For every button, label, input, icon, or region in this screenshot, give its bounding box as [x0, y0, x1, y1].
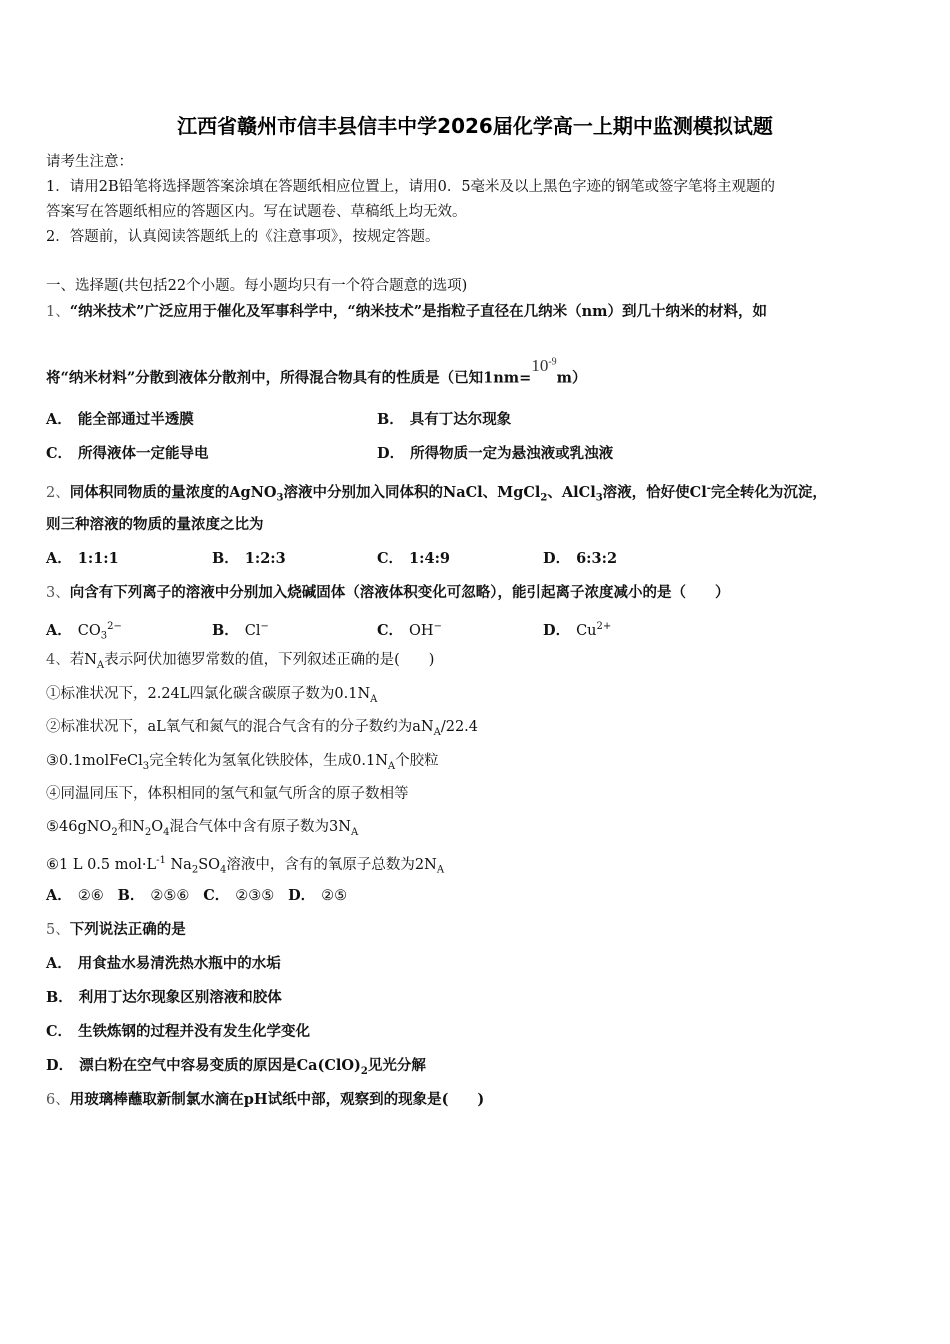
- q4-statement-4: [46, 784, 409, 804]
- question-text: 同体积同物质的量浓度的AgNO: [69, 483, 277, 501]
- exam-title: 江西省赣州市信丰县信丰中学2026届化学高一上期中监测模拟试题: [177, 114, 773, 138]
- notice-item-1-cont: 答案写在答题纸相应的答题区内。写在试题卷、草稿纸上均无效。: [46, 204, 467, 220]
- section-heading: 一、选择题(共包括22个小题。每小题均只有一个符合题意的选项): [46, 278, 468, 294]
- option-label: C．: [46, 1023, 73, 1040]
- subscript: 3: [595, 492, 603, 504]
- q3-option-a: [46, 617, 122, 647]
- ion-formula: CO: [77, 622, 101, 639]
- q1-option-d: [377, 444, 613, 464]
- q1-option-a: [46, 410, 194, 430]
- q4-statement-6: [46, 851, 444, 881]
- subscript: 4: [220, 864, 227, 876]
- question-number: 6、: [46, 1092, 70, 1108]
- statement-text: 溶液中，含有的氧原子总数为2N: [226, 856, 437, 873]
- option-label: D．: [46, 1057, 74, 1074]
- option-label: A．: [46, 550, 72, 567]
- statement-text: ③0.1molFeCl: [46, 753, 143, 769]
- question-3-stem: [46, 583, 729, 603]
- statement-text: ②标准状况下，aL氧气和氮气的混合气含有的分子数约为aN: [46, 719, 434, 735]
- notice-heading: 请考生注意：: [46, 154, 133, 170]
- subscript: A: [96, 659, 105, 671]
- question-text: 完全转化为沉淀，: [710, 483, 827, 501]
- ion-formula: Cl: [244, 622, 261, 639]
- power-base: 10: [531, 355, 549, 375]
- statement-text: ⑤46gNO: [46, 819, 112, 835]
- option-label: A．: [46, 955, 72, 972]
- subscript: 2: [360, 1065, 368, 1077]
- superscript: 2−: [107, 621, 122, 632]
- option-text: 所得物质一定为悬浊液或乳浊液: [410, 445, 614, 462]
- q3-option-c: [377, 617, 442, 641]
- statement-text: 完全转化为氢氧化铁胶体，生成0.1N: [149, 753, 388, 769]
- q4-options: [46, 886, 347, 906]
- ion-formula: Cu: [576, 622, 597, 639]
- subscript: 4: [163, 826, 170, 838]
- statement-text: /22.4: [440, 719, 479, 735]
- question-6-stem: [46, 1090, 484, 1110]
- statement-text: SO: [198, 856, 221, 873]
- question-text: 溶液，恰好使Cl: [602, 483, 707, 501]
- question-text: 下列说法正确的是: [69, 921, 186, 938]
- subscript: 3: [276, 492, 284, 504]
- option-text: 见光分解: [367, 1057, 426, 1074]
- option-text: ②③⑤: [235, 888, 275, 904]
- subscript: 2: [111, 826, 118, 838]
- subscript: A: [370, 693, 378, 705]
- q1-option-c: [46, 444, 209, 464]
- option-label: B．: [117, 887, 145, 904]
- option-text: ②⑤: [321, 888, 348, 904]
- statement-text: 混合气体中含有原子数为3N: [169, 819, 351, 835]
- q4-option-c: [203, 888, 274, 904]
- option-label: C．: [377, 550, 404, 567]
- question-5-stem: [46, 920, 186, 940]
- option-label: D．: [543, 550, 571, 567]
- superscript: -: [706, 483, 711, 494]
- q4-statement-1: [46, 684, 377, 710]
- subscript: 2: [540, 492, 548, 504]
- option-label: A．: [46, 411, 72, 428]
- statement-text: ⑥1 L 0.5 mol·L: [46, 856, 157, 873]
- option-text: 6:3:2: [576, 550, 618, 567]
- option-text: 能全部通过半透膜: [77, 411, 194, 428]
- option-label: B．: [212, 550, 239, 567]
- question-text: 表示阿伏加德罗常数的值，下列叙述正确的是( ): [104, 652, 435, 668]
- statement-text: 个胶粒: [395, 753, 439, 769]
- subscript: A: [433, 726, 441, 738]
- option-text: 所得液体一定能导电: [78, 445, 209, 462]
- superscript: −: [433, 621, 442, 632]
- question-number: 4、: [46, 652, 70, 668]
- option-label: B．: [46, 989, 73, 1006]
- q4-statement-3: [46, 751, 439, 777]
- subscript: 2: [144, 826, 152, 838]
- q3-option-b: [212, 617, 269, 641]
- question-2-stem-line1: [46, 479, 827, 509]
- statement-text: ④同温同压下，体积相同的氢气和氩气所含的原子数相等: [46, 786, 409, 802]
- q2-option-a: [46, 549, 119, 569]
- q5-option-a: [46, 954, 281, 974]
- q4-option-a: [46, 888, 104, 904]
- q5-option-b: [46, 988, 282, 1008]
- q1-option-b: [377, 410, 511, 430]
- question-text: 将“纳米材料”分散到液体分散剂中，所得混合物具有的性质是（已知1nm=: [46, 369, 532, 387]
- question-text: 、AlCl: [547, 483, 596, 501]
- option-label: A．: [46, 621, 72, 639]
- subscript: A: [350, 826, 359, 838]
- superscript: 2+: [596, 621, 612, 632]
- statement-text: O: [151, 819, 164, 835]
- q4-statement-5: [46, 817, 358, 843]
- question-number: 1、: [46, 304, 70, 320]
- question-text: “纳米技术”广泛应用于催化及军事科学中，“纳米技术”是指粒子直径在几纳米（nm）到几十纳米的材料，如: [69, 303, 767, 320]
- ion-formula: OH: [409, 622, 434, 639]
- option-label: B．: [377, 411, 404, 428]
- question-1-stem-line1: [46, 302, 767, 322]
- q2-option-d: [543, 549, 617, 569]
- power-exponent: -9: [548, 356, 557, 367]
- question-number: 3、: [46, 585, 70, 601]
- question-text: m）: [556, 369, 587, 387]
- question-1-stem-line2: [46, 355, 587, 389]
- question-text: 若N: [69, 652, 97, 668]
- option-text: 1:2:3: [244, 550, 286, 567]
- question-number: 5、: [46, 922, 70, 938]
- subscript: 3: [142, 760, 150, 772]
- question-text: 用玻璃棒蘸取新制氯水滴在pH试纸中部，观察到的现象是( ): [69, 1091, 485, 1108]
- notice-item-1: 1．请用2B铅笔将选择题答案涂填在答题纸相应位置上，请用0．5毫米及以上黑色字迹的钢笔或签字笔将主观题的: [46, 179, 776, 195]
- subscript: A: [387, 760, 396, 772]
- option-text: 生铁炼钢的过程并没有发生化学变化: [78, 1023, 311, 1040]
- option-label: B．: [212, 621, 239, 639]
- option-label: D．: [377, 445, 405, 462]
- power-of-ten: [531, 356, 556, 375]
- option-text: ②⑥: [77, 888, 104, 904]
- q5-option-d: [46, 1056, 426, 1082]
- option-text: ②⑤⑥: [150, 888, 190, 904]
- subscript: A: [436, 864, 445, 876]
- option-label: A．: [46, 887, 72, 904]
- option-label: C．: [377, 621, 404, 639]
- q4-option-d: [288, 888, 347, 904]
- superscript: -1: [156, 855, 166, 866]
- q2-option-c: [377, 549, 450, 569]
- option-text: 利用丁达尔现象区别溶液和胶体: [78, 989, 282, 1006]
- option-text: 用食盐水易清洗热水瓶中的水垢: [77, 955, 281, 972]
- question-2-stem-line2: 则三种溶液的物质的量浓度之比为: [46, 516, 264, 533]
- statement-text: 和N: [117, 819, 145, 835]
- option-text: 漂白粉在空气中容易变质的原因是Ca(ClO): [79, 1057, 361, 1074]
- option-text: 具有丁达尔现象: [409, 411, 512, 428]
- notice-item-2: 2．答题前，认真阅读答题纸上的《注意事项》，按规定答题。: [46, 229, 440, 245]
- q4-statement-2: [46, 717, 478, 743]
- q5-option-c: [46, 1022, 310, 1042]
- option-text: 1:4:9: [409, 550, 451, 567]
- q3-option-d: [543, 617, 611, 641]
- question-text: 溶液中分别加入同体积的NaCl、MgCl: [283, 483, 541, 501]
- statement-text: ①标准状况下，2.24L四氯化碳含碳原子数为0.1N: [46, 686, 371, 702]
- q2-option-b: [212, 549, 286, 569]
- subscript: 3: [100, 630, 108, 642]
- option-text: 1:1:1: [77, 550, 119, 567]
- subscript: 2: [191, 864, 199, 876]
- q4-option-b: [118, 888, 190, 904]
- question-number: 2、: [46, 484, 70, 501]
- option-label: C．: [203, 887, 230, 904]
- option-label: C．: [46, 445, 73, 462]
- question-text: 向含有下列离子的溶液中分别加入烧碱固体（溶液体积变化可忽略），能引起离子浓度减小的是（ ）: [69, 584, 730, 601]
- question-4-stem: [46, 650, 434, 676]
- statement-text: Na: [165, 856, 192, 873]
- option-label: D．: [288, 887, 316, 904]
- superscript: −: [260, 621, 269, 632]
- option-label: D．: [543, 621, 571, 639]
